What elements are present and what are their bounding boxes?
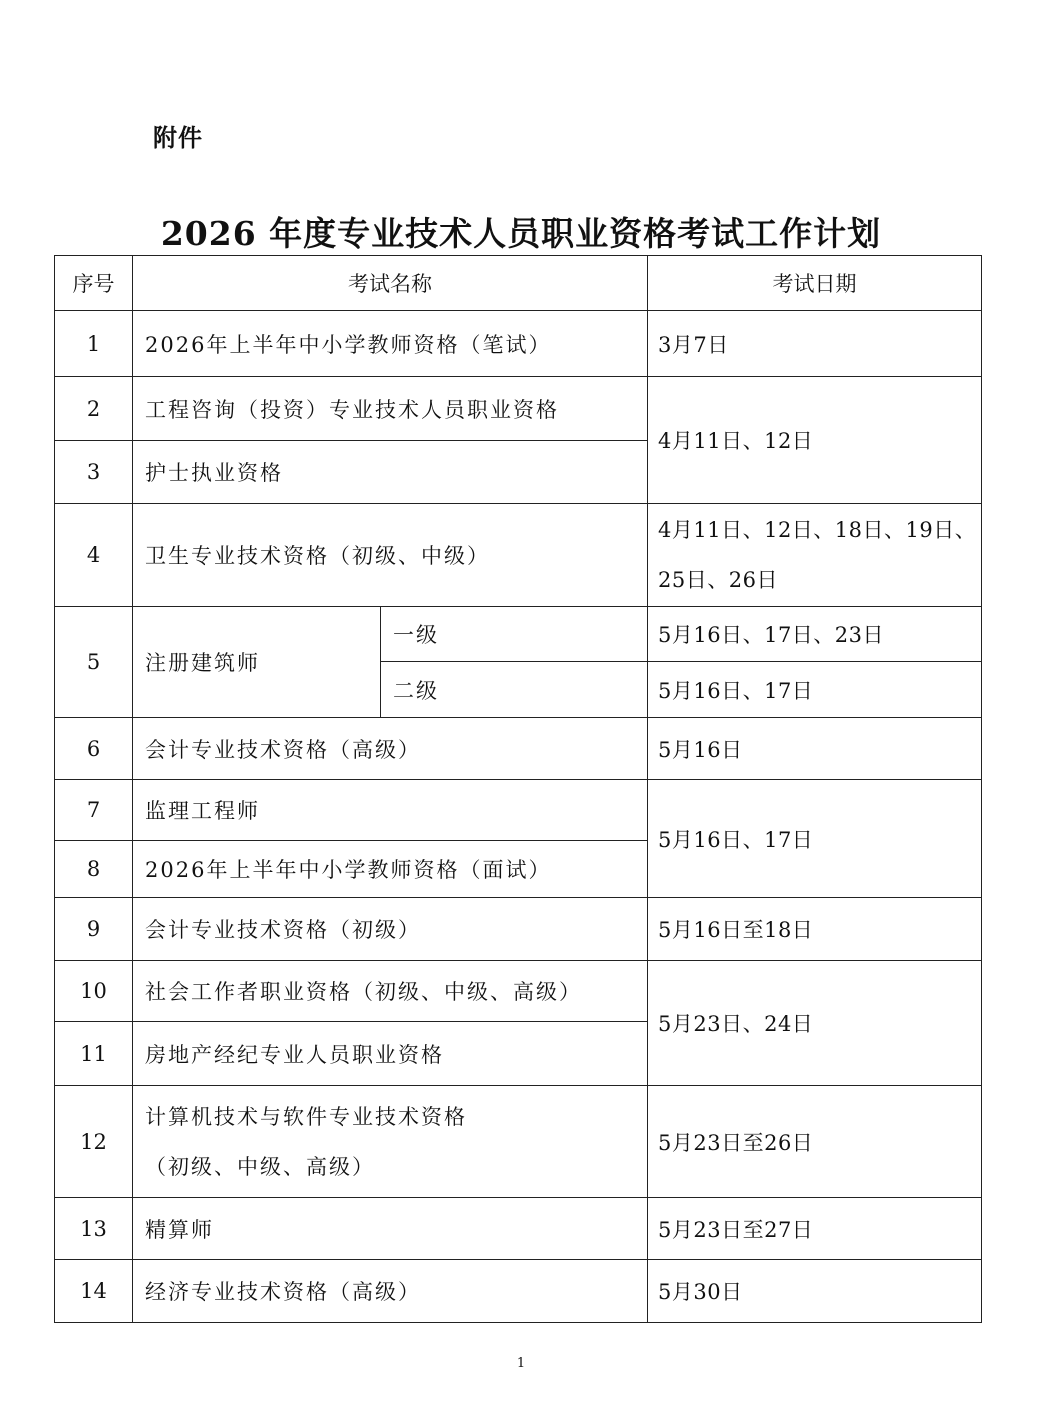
row-no: 7 bbox=[55, 780, 133, 841]
exam-level: 一级 bbox=[381, 607, 648, 662]
page-title: 2026 年度专业技术人员职业资格考试工作计划 bbox=[160, 214, 882, 253]
table-row bbox=[55, 1086, 982, 1198]
exam-date-line: 4月11日、12日、18日、19日、 bbox=[658, 518, 977, 542]
row-no: 3 bbox=[55, 441, 133, 504]
row-no: 1 bbox=[55, 311, 133, 377]
header-name: 考试名称 bbox=[133, 256, 648, 311]
row-no: 2 bbox=[55, 377, 133, 441]
exam-date: 4月11日、12日 bbox=[648, 377, 982, 504]
attachment-label: 附件 bbox=[153, 124, 203, 152]
row-no: 14 bbox=[55, 1260, 133, 1323]
exam-date bbox=[648, 504, 982, 607]
exam-name: 社会工作者职业资格（初级、中级、高级） bbox=[133, 961, 648, 1022]
exam-name: 精算师 bbox=[133, 1198, 648, 1260]
row-no: 8 bbox=[55, 841, 133, 898]
exam-date: 5月16日、17日 bbox=[648, 780, 982, 898]
exam-date: 5月23日至27日 bbox=[648, 1198, 982, 1260]
exam-date-line: 25日、26日 bbox=[658, 568, 778, 592]
exam-name-line: （初级、中级、高级） bbox=[145, 1154, 375, 1179]
table-row bbox=[55, 961, 982, 1022]
table-row bbox=[55, 780, 982, 841]
row-no: 11 bbox=[55, 1022, 133, 1086]
header-no: 序号 bbox=[55, 256, 133, 311]
exam-name: 会计专业技术资格（初级） bbox=[133, 898, 648, 961]
page-number: 1 bbox=[516, 1356, 526, 1371]
exam-name: 注册建筑师 bbox=[133, 607, 381, 718]
exam-date: 5月16日、17日 bbox=[648, 662, 982, 718]
table-row bbox=[55, 504, 982, 607]
exam-name-line: 计算机技术与软件专业技术资格 bbox=[145, 1104, 467, 1129]
exam-name: 2026年上半年中小学教师资格（面试） bbox=[133, 841, 648, 898]
exam-name: 2026年上半年中小学教师资格（笔试） bbox=[133, 311, 648, 377]
table-header-row bbox=[55, 256, 982, 311]
exam-name bbox=[133, 1086, 648, 1198]
row-no: 5 bbox=[55, 607, 133, 718]
exam-name: 会计专业技术资格（高级） bbox=[133, 718, 648, 780]
exam-date: 5月16日、17日、23日 bbox=[648, 607, 982, 662]
exam-name: 卫生专业技术资格（初级、中级） bbox=[133, 504, 648, 607]
exam-plan-table bbox=[54, 255, 982, 1323]
row-no: 13 bbox=[55, 1198, 133, 1260]
exam-date: 3月7日 bbox=[648, 311, 982, 377]
row-no: 10 bbox=[55, 961, 133, 1022]
exam-date: 5月16日至18日 bbox=[648, 898, 982, 961]
table-row bbox=[55, 377, 982, 441]
table-row bbox=[55, 898, 982, 961]
row-no: 6 bbox=[55, 718, 133, 780]
table-row bbox=[55, 311, 982, 377]
table-row bbox=[55, 718, 982, 780]
header-date: 考试日期 bbox=[648, 256, 982, 311]
exam-name: 监理工程师 bbox=[133, 780, 648, 841]
exam-date: 5月16日 bbox=[648, 718, 982, 780]
exam-name: 房地产经纪专业人员职业资格 bbox=[133, 1022, 648, 1086]
exam-name: 护士执业资格 bbox=[133, 441, 648, 504]
exam-name: 工程咨询（投资）专业技术人员职业资格 bbox=[133, 377, 648, 441]
exam-name: 经济专业技术资格（高级） bbox=[133, 1260, 648, 1323]
row-no: 4 bbox=[55, 504, 133, 607]
exam-level: 二级 bbox=[381, 662, 648, 718]
exam-date: 5月23日至26日 bbox=[648, 1086, 982, 1198]
exam-date: 5月30日 bbox=[648, 1260, 982, 1323]
row-no: 9 bbox=[55, 898, 133, 961]
table-row bbox=[55, 607, 982, 662]
row-no: 12 bbox=[55, 1086, 133, 1198]
exam-date: 5月23日、24日 bbox=[648, 961, 982, 1086]
table-row bbox=[55, 1260, 982, 1323]
table-row bbox=[55, 1198, 982, 1260]
